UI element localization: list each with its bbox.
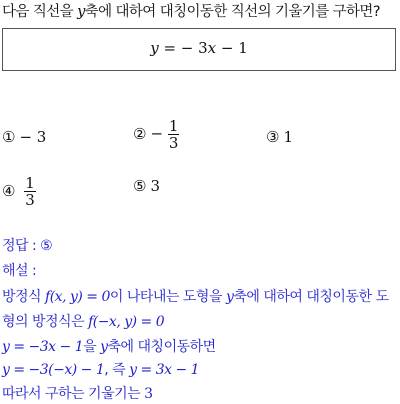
explanation-line-1-y: y bbox=[225, 289, 234, 305]
choice-1-text: − 3 bbox=[19, 128, 47, 146]
explanation-line-4-eq2: y = 3x − 1 bbox=[129, 362, 200, 378]
choice-2-fraction bbox=[168, 118, 180, 151]
explanation-line-4-eq1: y = −3(−x) − 1 bbox=[2, 362, 105, 378]
choice-4[interactable] bbox=[2, 175, 36, 208]
answer-line bbox=[2, 236, 398, 256]
explanation-line-2 bbox=[2, 312, 398, 332]
explanation-line-5 bbox=[2, 384, 398, 404]
explanation-line-3 bbox=[2, 337, 398, 357]
explanation-line-3-mid: 을 bbox=[83, 339, 97, 355]
explanation-line-4-mid: , 즉 bbox=[104, 362, 126, 378]
question-prefix: 다음 직선을 bbox=[2, 4, 74, 20]
explanation-line-3-post: 축에 대칭이동하면 bbox=[107, 339, 216, 355]
choice-5-text: 3 bbox=[150, 177, 160, 195]
explanation-line-5-text: 따라서 구하는 기울기는 bbox=[2, 386, 141, 402]
line-equation bbox=[3, 39, 395, 57]
equation-x: x bbox=[207, 39, 217, 57]
question-variable: y bbox=[77, 4, 85, 20]
choice-1[interactable] bbox=[2, 127, 46, 147]
choice-2-sign: − bbox=[150, 124, 164, 143]
choice-4-denominator: 3 bbox=[25, 191, 35, 209]
explanation-line-1-eq: f(x, y) = 0 bbox=[45, 289, 110, 305]
explanation-line-2-pre: 형의 방정식은 bbox=[2, 314, 85, 330]
answer-label: 정답 : bbox=[2, 238, 37, 254]
equation-lhs: y bbox=[150, 39, 159, 57]
choice-3[interactable] bbox=[266, 127, 293, 147]
question-suffix: 축에 대하여 대칭이동한 직선의 기울기를 구하면? bbox=[84, 4, 380, 20]
explanation-line-3-eq: y = −3x − 1 bbox=[2, 339, 84, 355]
explanation-line-4 bbox=[2, 360, 398, 380]
explanation-line-1-mid: 이 나타내는 도형을 bbox=[109, 289, 222, 305]
choice-2[interactable] bbox=[133, 118, 179, 151]
explanation-line-3-y: y bbox=[100, 339, 108, 355]
choice-5-mark: ⑤ bbox=[133, 177, 147, 195]
equation-constant: − 1 bbox=[220, 39, 248, 57]
explanation-line-2-eq: f(−x, y) = 0 bbox=[88, 314, 165, 330]
choice-3-text: 1 bbox=[283, 128, 293, 146]
explanation-label: 해설 : bbox=[2, 263, 37, 279]
choice-1-mark: ① bbox=[2, 128, 16, 146]
choice-3-mark: ③ bbox=[266, 128, 280, 146]
choice-4-mark: ④ bbox=[2, 181, 16, 200]
choice-2-denominator: 3 bbox=[168, 134, 179, 152]
answer-value: ⑤ bbox=[40, 238, 53, 254]
explanation-line-1-post: 축에 대하여 대칭이동한 도 bbox=[233, 289, 389, 305]
explanation-line-1 bbox=[2, 287, 398, 307]
choice-4-fraction bbox=[24, 175, 36, 208]
equation-coefficient: = − 3 bbox=[163, 39, 208, 57]
explanation-line-5-value: 3 bbox=[144, 386, 153, 402]
question-text bbox=[2, 2, 398, 22]
choice-2-numerator: 1 bbox=[168, 117, 179, 135]
equation-box bbox=[2, 28, 396, 71]
choice-5[interactable] bbox=[133, 176, 160, 196]
explanation-line-1-pre: 방정식 bbox=[2, 289, 42, 305]
choice-4-numerator: 1 bbox=[25, 174, 35, 192]
choice-2-mark: ② bbox=[133, 124, 147, 143]
